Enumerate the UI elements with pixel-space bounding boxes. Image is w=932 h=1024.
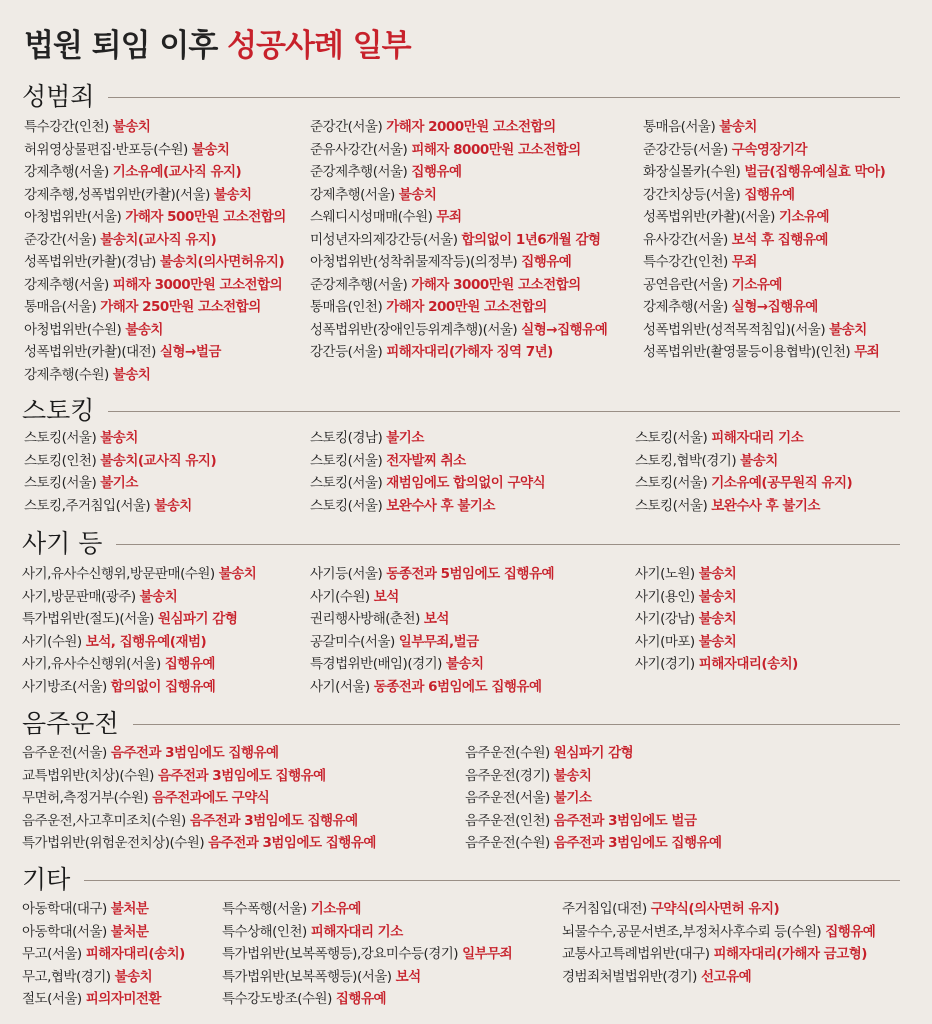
case-item	[22, 943, 185, 966]
case-item	[22, 832, 376, 855]
case-name: 음주운전(서울)	[22, 745, 107, 761]
case-result: 가해자 2000만원 고소전합의	[386, 119, 556, 135]
case-result: 불송치	[218, 566, 257, 582]
case-item	[643, 229, 885, 252]
case-result: 불송치	[114, 968, 153, 985]
case-name: 절도(서울)	[22, 991, 82, 1007]
case-column	[22, 742, 376, 855]
case-result: 일부무죄,벌금	[398, 633, 479, 650]
case-result: 불송치	[112, 366, 151, 383]
case-result: 불송치	[698, 611, 737, 627]
case-item	[24, 184, 286, 207]
case-name: 준유사강간(서울)	[310, 141, 408, 158]
case-name: 특수강간(인천)	[24, 119, 109, 135]
case-name: 특가법위반(위험운전치상)(수원)	[22, 835, 205, 851]
case-name: 허위영상물편집·반포등(수원)	[24, 141, 188, 158]
case-name: 사기방조(서울)	[22, 678, 107, 695]
case-item	[310, 139, 607, 162]
case-result: 일부무죄	[462, 946, 513, 962]
case-result: 불송치	[698, 588, 737, 605]
case-item	[643, 161, 885, 184]
case-item	[24, 450, 216, 473]
case-name: 통매음(인천)	[310, 299, 383, 315]
case-result: 불송치(교사직 유지)	[100, 231, 217, 248]
case-result: 피해자대리(송치)	[85, 946, 185, 962]
case-result: 원심파기 감형	[157, 611, 238, 627]
case-name: 스토킹(서울)	[24, 475, 97, 491]
case-item	[310, 206, 607, 229]
case-name: 성폭법위반(성적목적침입)(서울)	[643, 321, 826, 338]
case-item	[310, 427, 545, 450]
case-name: 음주운전(수원)	[465, 745, 550, 761]
case-result: 불송치	[398, 186, 437, 203]
section-divider	[84, 880, 900, 881]
case-result: 집행유예	[411, 164, 462, 180]
case-name: 사기등(서울)	[310, 566, 383, 582]
case-result: 무죄	[854, 344, 880, 360]
case-item	[465, 787, 722, 810]
case-name: 사기(강남)	[635, 611, 695, 627]
case-name: 사기,방문판매(광주)	[22, 588, 136, 605]
case-name: 성폭법위반(카촬)(서울)	[643, 209, 775, 225]
case-item	[24, 364, 286, 387]
case-item	[22, 966, 185, 989]
case-result: 음주전과 3범임에도 집행유예	[157, 767, 326, 784]
case-result: 불송치(의사면허유지)	[159, 254, 285, 270]
section-divider	[133, 724, 900, 725]
case-item	[222, 898, 512, 921]
case-item	[310, 319, 607, 342]
case-result: 선고유예	[700, 968, 752, 985]
case-item	[22, 921, 185, 944]
section-header	[22, 527, 900, 557]
case-item	[22, 631, 256, 654]
case-result: 기소유예	[778, 209, 830, 225]
case-result: 불송치	[154, 497, 192, 514]
case-name: 준강제추행(서울)	[310, 276, 408, 293]
section-divider	[108, 97, 900, 98]
section-title: 음주운전	[22, 709, 119, 738]
case-item	[562, 921, 875, 944]
case-result: 무죄	[731, 254, 757, 270]
case-result: 무죄	[436, 209, 462, 225]
case-item	[643, 341, 885, 364]
case-item	[24, 274, 286, 297]
case-item	[465, 810, 722, 833]
case-item	[643, 251, 885, 274]
case-result: 피해자대리 기소	[711, 430, 804, 446]
case-name: 공갈미수(서울)	[310, 633, 395, 650]
case-result: 보석	[395, 968, 421, 985]
case-name: 강간등(서울)	[310, 344, 383, 360]
case-name: 아청법위반(성착취물제작등)(의정부)	[310, 254, 518, 270]
case-name: 아동학대(대구)	[22, 901, 107, 917]
case-name: 스토킹(서울)	[635, 475, 708, 491]
case-result: 피해자대리(송치)	[698, 656, 798, 672]
case-name: 사기,유사수신행위,방문판매(수원)	[22, 566, 215, 582]
case-name: 성폭법위반(촬영물등이용협박)(인천)	[643, 344, 851, 360]
case-name: 강제추행(서울)	[24, 276, 109, 293]
case-name: 성폭법위반(카촬)(대전)	[24, 344, 156, 360]
section-divider	[116, 544, 900, 545]
case-name: 스웨디시성매매(수원)	[310, 209, 433, 225]
case-item	[24, 472, 216, 495]
case-result: 실형→집행유예	[521, 321, 608, 338]
case-name: 준강간(서울)	[24, 231, 97, 248]
case-result: 보석 후 집행유예	[731, 231, 828, 248]
case-item	[310, 586, 554, 609]
case-name: 스토킹,주거침입(서울)	[24, 497, 151, 514]
case-result: 불송치	[719, 119, 757, 135]
case-item	[24, 319, 286, 342]
case-result: 불기소	[553, 790, 592, 806]
case-item	[222, 943, 512, 966]
case-result: 불기소	[386, 430, 424, 446]
case-item	[643, 319, 885, 342]
case-column	[635, 427, 852, 517]
case-item	[310, 184, 607, 207]
case-item	[24, 296, 286, 319]
case-name: 사기(경기)	[635, 656, 695, 672]
case-item	[22, 787, 376, 810]
case-item	[643, 296, 885, 319]
case-name: 화장실몰카(수원)	[643, 164, 741, 180]
case-name: 강제추행,성폭법위반(카촬)(서울)	[24, 186, 210, 203]
case-item	[24, 139, 286, 162]
case-result: 불송치	[829, 321, 867, 338]
case-result: 불송치	[213, 186, 252, 203]
case-column	[222, 898, 512, 1011]
case-name: 무고,협박(경기)	[22, 968, 111, 985]
case-result: 불송치	[112, 119, 151, 135]
case-item	[635, 427, 852, 450]
case-name: 강제추행(서울)	[643, 299, 728, 315]
case-name: 준강간등(서울)	[643, 141, 728, 158]
case-result: 가해자 3000만원 고소전합의	[411, 276, 581, 293]
case-name: 스토킹(서울)	[24, 430, 97, 446]
case-result: 실형→벌금	[159, 344, 221, 360]
case-item	[22, 742, 376, 765]
case-result: 불송치	[100, 430, 138, 446]
case-name: 준강제추행(서울)	[310, 164, 408, 180]
case-result: 피해자 8000만원 고소전합의	[411, 141, 581, 158]
case-name: 특수강간(인천)	[643, 254, 728, 270]
section-title: 성범죄	[22, 82, 95, 111]
case-item	[22, 608, 256, 631]
case-name: 교특법위반(치상)(수원)	[22, 767, 154, 784]
case-item	[635, 472, 852, 495]
case-result: 보석, 집행유예(재범)	[85, 633, 207, 650]
case-name: 아동학대(서울)	[22, 923, 107, 940]
case-item	[22, 653, 256, 676]
case-name: 음주운전(경기)	[465, 767, 550, 784]
case-item	[24, 251, 286, 274]
case-item	[24, 116, 286, 139]
case-item	[465, 765, 722, 788]
case-column	[310, 116, 607, 364]
section-title: 스토킹	[22, 396, 95, 425]
case-item	[635, 631, 798, 654]
case-name: 강제추행(서울)	[24, 164, 109, 180]
case-name: 특수폭행(서울)	[222, 901, 307, 917]
case-result: 가해자 500만원 고소전합의	[125, 209, 286, 225]
case-result: 음주전과 3범임에도 집행유예	[208, 835, 376, 851]
case-item	[22, 676, 256, 699]
case-item	[310, 495, 545, 518]
case-result: 음주전과에도 구약식	[152, 790, 270, 806]
case-item	[22, 765, 376, 788]
case-name: 음주운전,사고후미조치(수원)	[22, 812, 186, 829]
case-item	[24, 495, 216, 518]
case-item	[310, 229, 607, 252]
case-item	[310, 161, 607, 184]
case-result: 피해자대리(가해자 징역 7년)	[386, 344, 553, 360]
case-name: 사기(수원)	[310, 588, 370, 605]
case-column	[635, 563, 798, 676]
case-result: 동종전과 6범임에도 집행유예	[373, 678, 542, 695]
case-result: 실형→집행유예	[731, 299, 818, 315]
case-item	[22, 586, 256, 609]
case-name: 사기(마포)	[635, 633, 695, 650]
case-name: 사기(서울)	[310, 678, 370, 695]
case-name: 스토킹(서울)	[635, 497, 708, 514]
case-name: 권리행사방해(춘천)	[310, 611, 420, 627]
case-name: 특가법위반(보복폭행등)(서울)	[222, 968, 392, 985]
case-result: 음주전과 3범임에도 집행유예	[553, 835, 722, 851]
case-name: 스토킹(경남)	[310, 430, 383, 446]
case-item	[24, 161, 286, 184]
case-column	[24, 427, 216, 517]
case-result: 불송치	[445, 656, 484, 672]
case-name: 주거침입(대전)	[562, 901, 647, 917]
case-result: 불송치(교사직 유지)	[100, 452, 217, 469]
case-item	[310, 296, 607, 319]
section-title: 기타	[22, 865, 71, 894]
case-item	[643, 206, 885, 229]
case-name: 아청법위반(수원)	[24, 321, 122, 338]
title-main: 법원 퇴임 이후	[24, 28, 218, 64]
section-header	[22, 80, 900, 110]
case-item	[635, 450, 852, 473]
case-item	[643, 139, 885, 162]
case-result: 기소유예(교사직 유지)	[112, 164, 242, 180]
case-name: 음주운전(인천)	[465, 812, 550, 829]
case-item	[310, 450, 545, 473]
case-name: 미성년자의제강간등(서울)	[310, 231, 458, 248]
case-result: 불송치	[698, 566, 737, 582]
case-result: 불송치	[740, 452, 778, 469]
case-result: 불처분	[110, 901, 149, 917]
case-item	[222, 988, 512, 1011]
case-result: 집행유예	[335, 991, 387, 1007]
case-item	[465, 742, 722, 765]
case-result: 피의자미전환	[85, 991, 161, 1007]
case-name: 강제추행(수원)	[24, 366, 109, 383]
case-result: 불송치	[553, 767, 592, 784]
case-result: 음주전과 3범임에도 집행유예	[110, 745, 279, 761]
case-name: 음주운전(수원)	[465, 835, 550, 851]
case-item	[643, 116, 885, 139]
case-item	[635, 495, 852, 518]
section-title: 사기 등	[22, 529, 103, 558]
case-name: 무고(서울)	[22, 946, 82, 962]
case-result: 보석	[373, 588, 399, 605]
case-column	[465, 742, 722, 855]
case-name: 스토킹(서울)	[310, 497, 383, 514]
section-header	[22, 707, 900, 737]
case-result: 합의없이 1년6개월 감형	[461, 231, 601, 248]
case-result: 기소유예(공무원직 유지)	[711, 475, 853, 491]
page-title	[24, 20, 411, 65]
case-result: 불송치	[139, 588, 178, 605]
case-item	[310, 116, 607, 139]
case-item	[635, 563, 798, 586]
case-column	[310, 427, 545, 517]
case-item	[24, 229, 286, 252]
case-name: 성폭법위반(장애인등위계추행)(서울)	[310, 321, 518, 338]
case-result: 피해자 3000만원 고소전합의	[112, 276, 283, 293]
case-result: 벌금(집행유예실효 막아)	[744, 164, 886, 180]
case-item	[22, 988, 185, 1011]
section-header	[22, 394, 900, 424]
case-column	[310, 563, 554, 698]
case-item	[310, 251, 607, 274]
case-name: 스토킹(서울)	[310, 452, 383, 469]
case-column	[22, 563, 256, 698]
case-item	[24, 427, 216, 450]
case-item	[222, 966, 512, 989]
case-column	[643, 116, 885, 364]
case-name: 스토킹,협박(경기)	[635, 452, 737, 469]
case-name: 특경법위반(배임)(경기)	[310, 656, 442, 672]
case-name: 특가법위반(보복폭행등),강요미수등(경기)	[222, 946, 459, 962]
case-item	[310, 676, 554, 699]
case-result: 전자발찌 취소	[386, 452, 466, 469]
case-name: 스토킹(서울)	[310, 475, 383, 491]
case-name: 사기(용인)	[635, 588, 695, 605]
case-name: 사기(수원)	[22, 633, 82, 650]
case-result: 집행유예	[164, 656, 215, 672]
case-item	[22, 898, 185, 921]
case-name: 사기(노원)	[635, 566, 695, 582]
section-header	[22, 863, 900, 893]
case-item	[24, 341, 286, 364]
case-name: 뇌물수수,공문서변조,부정처사후수뢰 등(수원)	[562, 923, 822, 940]
case-result: 기소유예	[731, 276, 782, 293]
case-column	[24, 116, 286, 386]
case-name: 유사강간(서울)	[643, 231, 728, 248]
case-item	[22, 563, 256, 586]
case-name: 통매음(서울)	[643, 119, 716, 135]
case-name: 공연음란(서울)	[643, 276, 728, 293]
case-result: 피해자대리 기소	[310, 923, 403, 940]
case-result: 피해자대리(가해자 금고형)	[713, 946, 867, 962]
case-item	[310, 608, 554, 631]
case-result: 집행유예	[521, 254, 572, 270]
case-name: 음주운전(서울)	[465, 790, 550, 806]
case-item	[310, 274, 607, 297]
case-name: 강제추행(서울)	[310, 186, 395, 203]
case-result: 원심파기 감형	[553, 745, 634, 761]
section-divider	[108, 411, 900, 412]
case-column	[562, 898, 875, 988]
case-column	[22, 898, 185, 1011]
case-name: 특수강도방조(수원)	[222, 991, 332, 1007]
case-result: 합의없이 집행유예	[110, 678, 216, 695]
case-name: 사기,유사수신행위(서울)	[22, 656, 161, 672]
case-result: 보석	[423, 611, 449, 627]
case-result: 집행유예	[825, 923, 876, 940]
case-item	[310, 631, 554, 654]
case-item	[310, 341, 607, 364]
case-name: 경범죄처벌법위반(경기)	[562, 968, 697, 985]
case-result: 가해자 250만원 고소전합의	[100, 299, 261, 315]
case-item	[22, 810, 376, 833]
case-name: 통매음(서울)	[24, 299, 97, 315]
case-name: 특수상해(인천)	[222, 923, 307, 940]
case-result: 집행유예	[744, 186, 795, 203]
case-item	[310, 472, 545, 495]
case-result: 기소유예	[310, 901, 361, 917]
case-result: 동종전과 5범임에도 집행유예	[386, 566, 555, 582]
case-name: 강간치상등(서울)	[643, 186, 741, 203]
case-result: 가해자 200만원 고소전합의	[386, 299, 547, 315]
case-item	[643, 274, 885, 297]
case-name: 성폭법위반(카촬)(경남)	[24, 254, 156, 270]
case-name: 준강간(서울)	[310, 119, 383, 135]
case-result: 불송치	[698, 633, 737, 650]
case-result: 불처분	[110, 923, 149, 940]
case-result: 음주전과 3범임에도 벌금	[553, 812, 697, 829]
case-name: 무면허,측정거부(수원)	[22, 790, 149, 806]
case-item	[635, 608, 798, 631]
case-result: 재범임에도 합의없이 구약식	[386, 475, 546, 491]
case-item	[310, 653, 554, 676]
title-highlight: 성공사례 일부	[227, 28, 411, 64]
case-item	[562, 898, 875, 921]
case-result: 불기소	[100, 475, 138, 491]
case-result: 구속영장기각	[731, 141, 808, 158]
case-result: 음주전과 3범임에도 집행유예	[189, 812, 358, 829]
case-name: 스토킹(인천)	[24, 452, 97, 469]
case-item	[635, 586, 798, 609]
case-item	[562, 966, 875, 989]
case-name: 특가법위반(절도)(서울)	[22, 611, 154, 627]
case-result: 불송치	[191, 141, 230, 158]
case-name: 교통사고특례법위반(대구)	[562, 946, 710, 962]
case-item	[310, 563, 554, 586]
case-name: 스토킹(서울)	[635, 430, 708, 446]
case-item	[465, 832, 722, 855]
case-item	[643, 184, 885, 207]
case-name: 아청법위반(서울)	[24, 209, 122, 225]
case-result: 보완수사 후 불기소	[711, 497, 820, 514]
case-item	[562, 943, 875, 966]
case-item	[24, 206, 286, 229]
case-result: 구약식(의사면허 유지)	[650, 901, 780, 917]
case-result: 보완수사 후 불기소	[386, 497, 495, 514]
case-item	[635, 653, 798, 676]
case-item	[222, 921, 512, 944]
case-result: 불송치	[125, 321, 163, 338]
